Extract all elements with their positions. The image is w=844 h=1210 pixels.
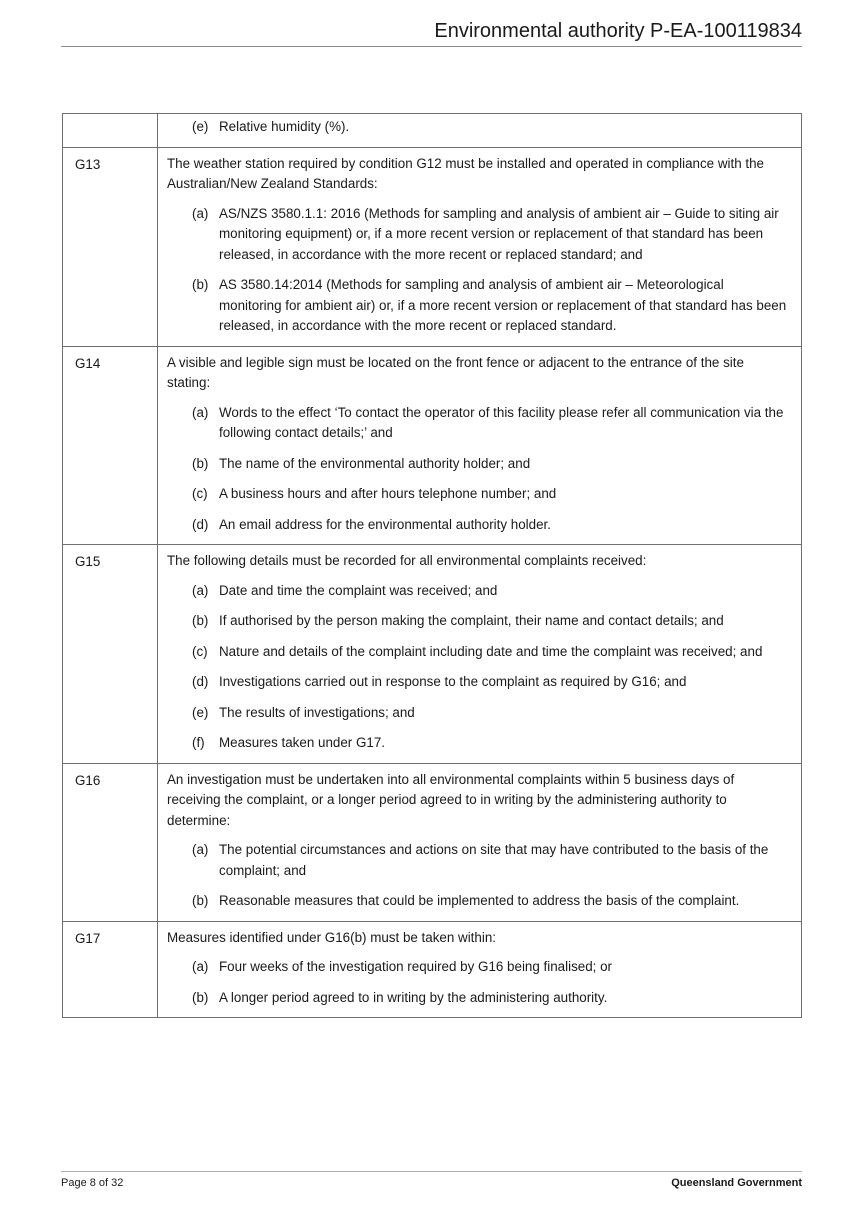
condition-id: G15: [63, 545, 158, 764]
condition-id: G17: [63, 921, 158, 1018]
conditions-table-body: [63, 114, 802, 1018]
sub-item-text: A business hours and after hours telephone number; and: [219, 486, 557, 501]
condition-sub-item: [167, 581, 789, 602]
condition-sub-item: [167, 275, 789, 337]
condition-sub-item: [167, 117, 789, 138]
sub-item-text: The potential circumstances and actions on site that may have contributed to the basis of the complaint; and: [219, 842, 769, 878]
sub-item-text: AS 3580.14:2014 (Methods for sampling and analysis of ambient air – Meteorological monitoring for ambient air) or, if a more recent version or replacement of that standard has been released, in accordance with the more recent or replaced standard.: [219, 277, 787, 333]
condition-text: [158, 545, 802, 764]
condition-intro: Measures identified under G16(b) must be taken within:: [167, 929, 496, 945]
sub-item-label: (f): [192, 735, 205, 750]
sub-item-text: Words to the effect ‘To contact the operator of this facility please refer all communication via the following contact details;’ and: [219, 404, 784, 440]
sub-item-text: The name of the environmental authority holder; and: [219, 455, 531, 471]
sub-item-label: (b): [192, 277, 209, 292]
sub-item-text: Relative humidity (%).: [219, 119, 350, 134]
document-title: Environmental authority P-EA-100119834: [434, 20, 802, 42]
sub-item-label: (b): [192, 989, 209, 1005]
condition-text: [158, 346, 802, 545]
condition-text: [158, 114, 802, 148]
condition-text: [158, 147, 802, 346]
sub-item-text: If authorised by the person making the complaint, their name and contact details; and: [219, 613, 724, 628]
condition-id: G14: [63, 346, 158, 545]
sub-item-text: The results of investigations; and: [219, 704, 415, 720]
condition-text: [158, 763, 802, 921]
sub-item-text: Four weeks of the investigation required by G16 being finalised; or: [219, 959, 613, 974]
sub-item-label: (c): [192, 643, 208, 659]
condition-sub-item: [167, 957, 789, 978]
sub-item-text: Investigations carried out in response to the complaint as required by G16; and: [219, 674, 687, 689]
condition-sub-item: [167, 988, 789, 1009]
organisation-name: Queensland Government: [671, 1177, 802, 1189]
sub-item-label: (b): [192, 893, 209, 908]
sub-item-text: An email address for the environmental authority holder.: [219, 516, 551, 532]
sub-item-label: (a): [192, 959, 209, 974]
sub-item-label: (a): [192, 582, 209, 598]
condition-sub-item: [167, 703, 789, 724]
sub-item-text: Measures taken under G17.: [219, 735, 385, 750]
condition-sub-item: [167, 403, 789, 444]
sub-item-text: Nature and details of the complaint including date and time the complaint was received; and: [219, 643, 763, 659]
condition-row: [63, 114, 802, 148]
sub-item-label: (e): [192, 704, 209, 720]
document-footer: [61, 1171, 802, 1190]
condition-sub-item: [167, 484, 789, 505]
condition-sub-item: [167, 611, 789, 632]
conditions-table: [62, 113, 802, 1018]
sub-item-text: Reasonable measures that could be implemented to address the basis of the complaint.: [219, 893, 740, 908]
sub-item-text: Date and time the complaint was received; and: [219, 582, 498, 598]
condition-row: [63, 545, 802, 764]
condition-row: [63, 346, 802, 545]
condition-id: [63, 114, 158, 148]
condition-text: [158, 921, 802, 1018]
condition-sub-item: [167, 642, 789, 663]
condition-row: [63, 763, 802, 921]
condition-id: G16: [63, 763, 158, 921]
condition-sub-item: [167, 891, 789, 912]
sub-item-label: (a): [192, 842, 209, 857]
sub-item-text: A longer period agreed to in writing by the administering authority.: [219, 989, 608, 1005]
sub-item-label: (b): [192, 455, 209, 471]
sub-item-text: AS/NZS 3580.1.1: 2016 (Methods for sampling and analysis of ambient air – Guide to siting air monitoring equipment) or, if a more recent version or replacement of that standard has been released, in accordance with the more recent or replaced standard; and: [219, 205, 779, 262]
condition-intro: A visible and legible sign must be located on the front fence or adjacent to the entrance of the site stating:: [167, 354, 744, 390]
sub-item-label: (d): [192, 674, 209, 689]
sub-item-label: (e): [192, 119, 209, 134]
condition-sub-item: [167, 672, 789, 693]
condition-row: [63, 147, 802, 346]
condition-intro: The weather station required by condition G12 must be installed and operated in compliance with the Australian/New Zealand Standards:: [167, 155, 764, 191]
condition-row: [63, 921, 802, 1018]
condition-id: G13: [63, 147, 158, 346]
sub-item-label: (d): [192, 516, 209, 532]
sub-item-label: (a): [192, 404, 209, 420]
condition-intro: An investigation must be undertaken into all environmental complaints within 5 business days of receiving the complaint, or a longer period agreed to in writing by the administering authority to determine:: [167, 771, 735, 828]
condition-intro: The following details must be recorded for all environmental complaints received:: [167, 553, 647, 568]
condition-sub-item: [167, 204, 789, 266]
sub-item-label: (a): [192, 205, 209, 221]
condition-sub-item: [167, 515, 789, 536]
sub-item-label: (b): [192, 613, 209, 628]
condition-sub-item: [167, 454, 789, 475]
page-number: Page 8 of 32: [61, 1177, 124, 1189]
condition-sub-item: [167, 733, 789, 754]
sub-item-label: (c): [192, 486, 208, 501]
document-header: [61, 18, 802, 47]
condition-sub-item: [167, 840, 789, 881]
